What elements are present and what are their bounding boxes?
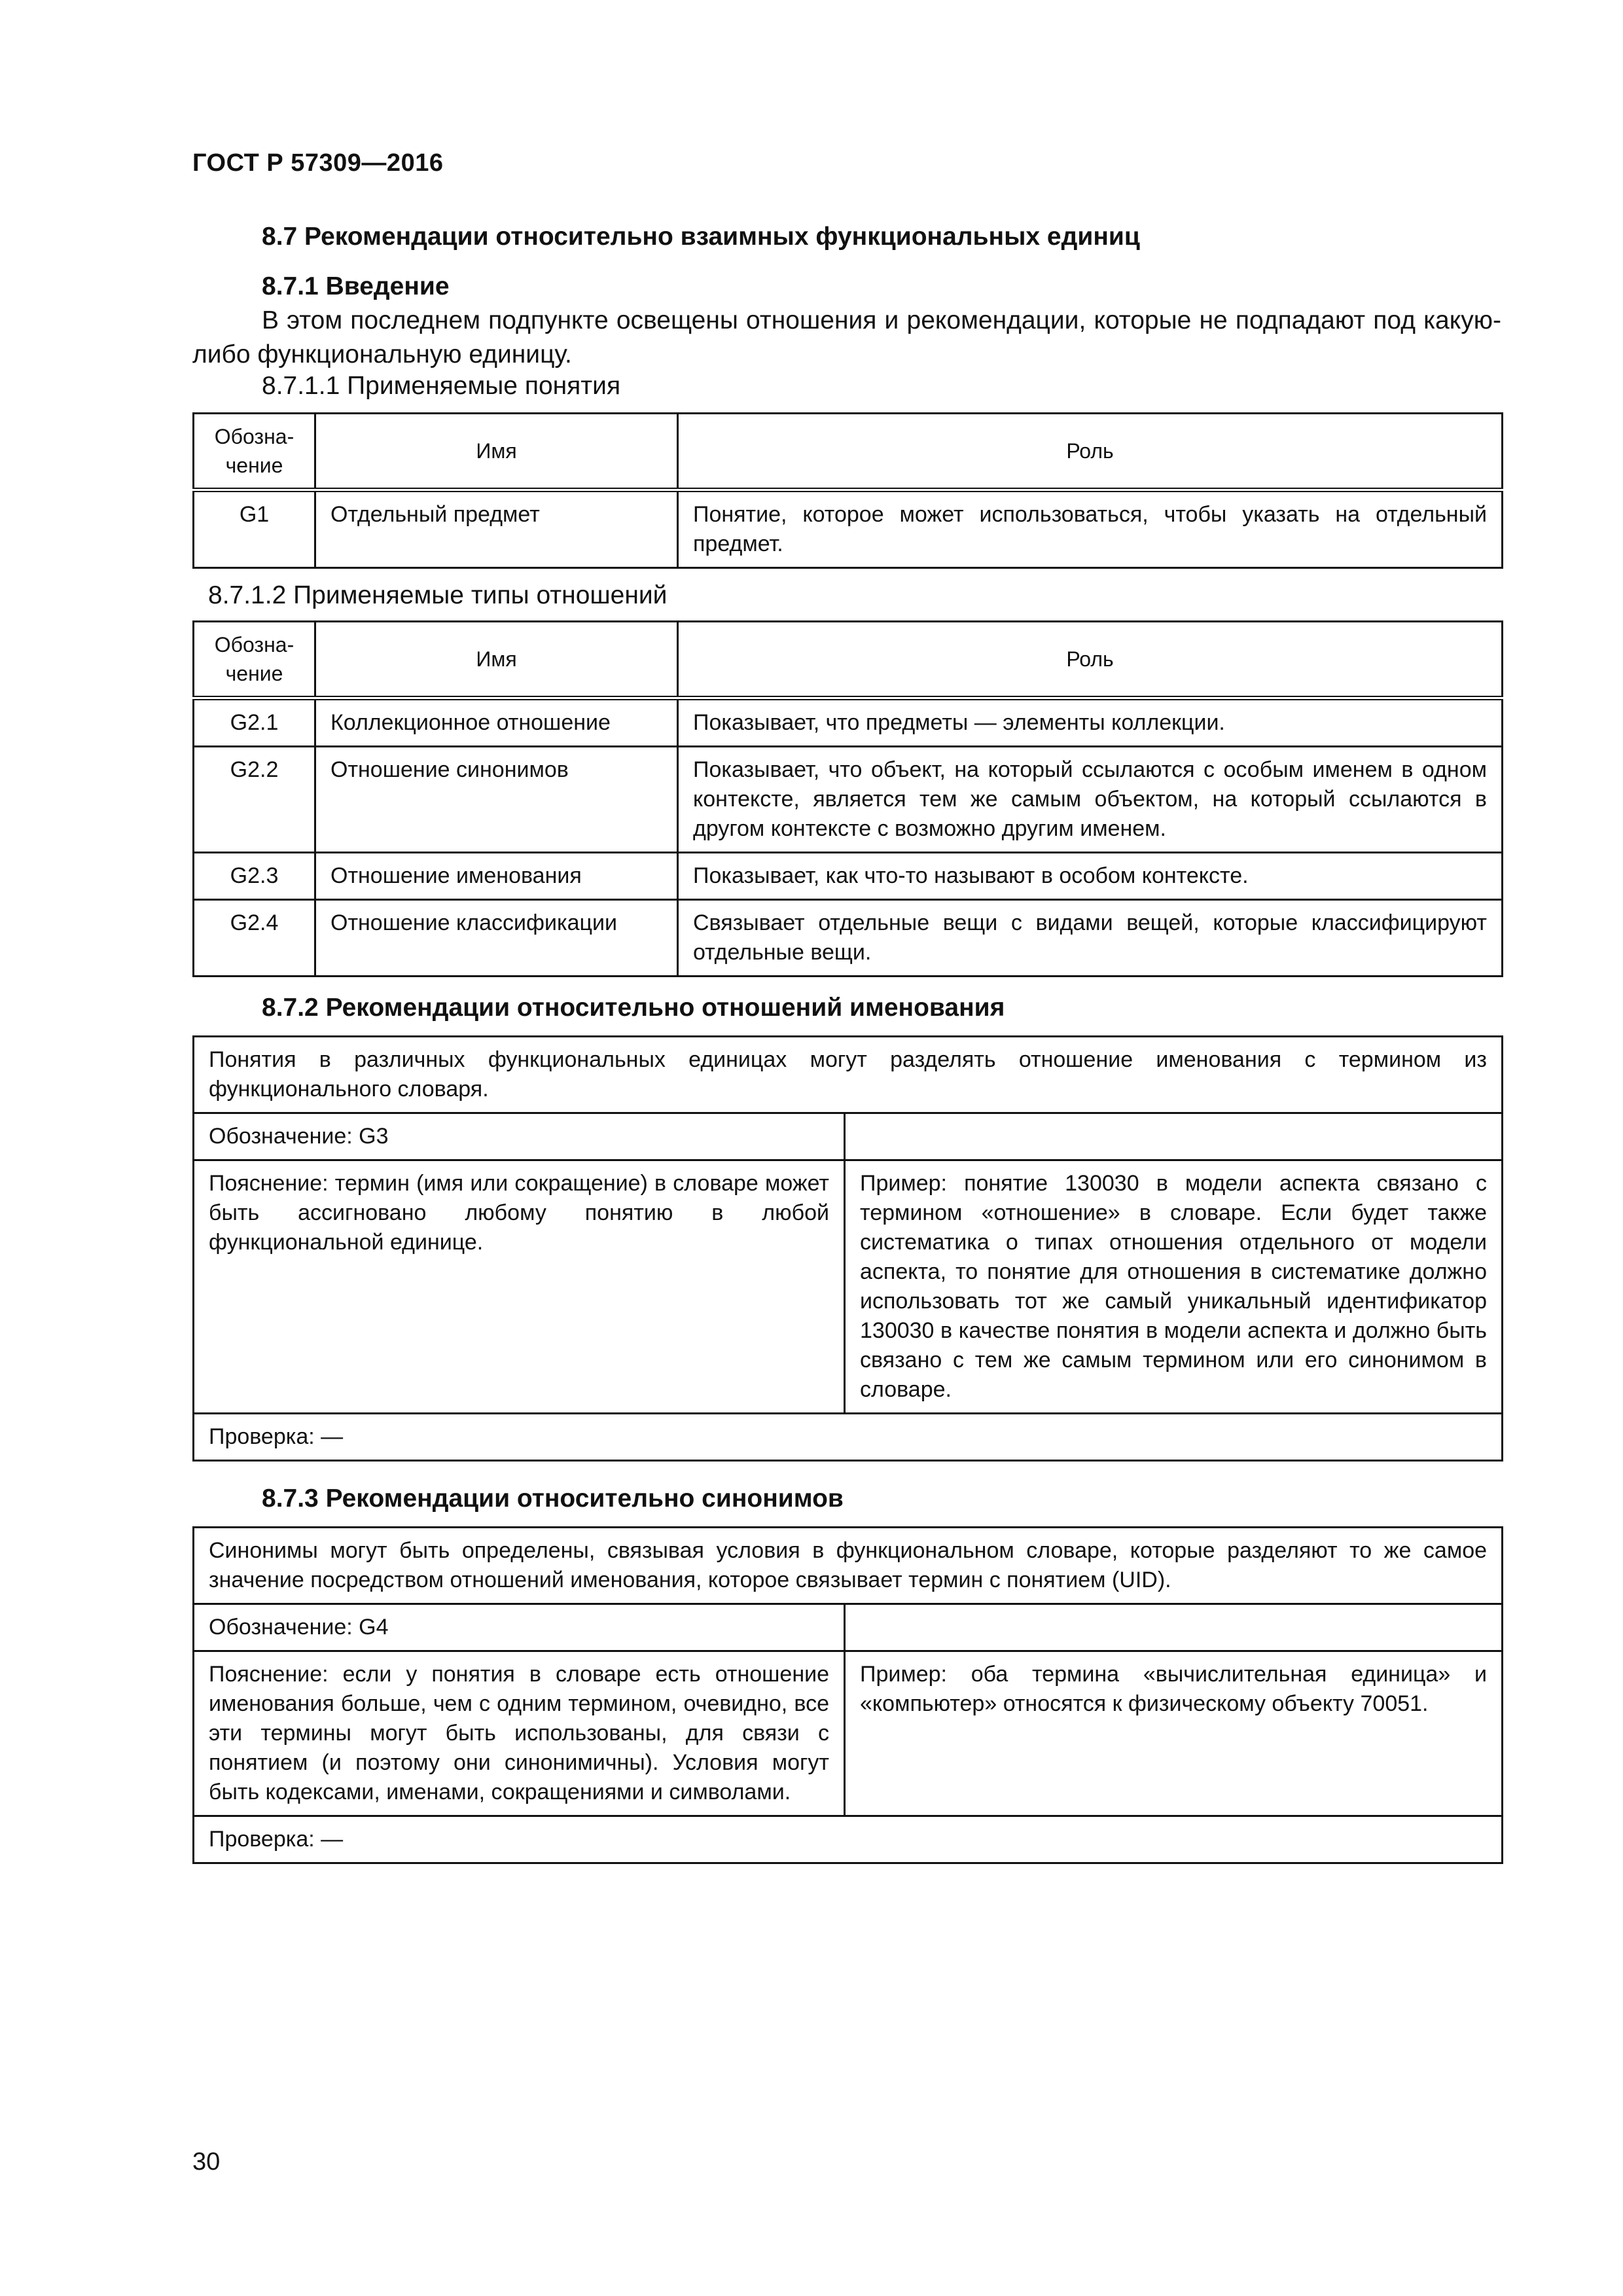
empty-cell [845, 1604, 1503, 1651]
row-name: Отношение именования [315, 853, 678, 900]
explanation-row [194, 1160, 1503, 1414]
row-code: G2.3 [194, 853, 315, 900]
statement-row [194, 1528, 1503, 1604]
row-name: Отношение синонимов [315, 747, 678, 853]
explanation-cell: Пояснение: если у понятия в словаре есть отношение именования больше, чем с одним термином, очевидно, все эти термины могут быть использованы, для связи с понятием (и поэтому они синонимичны). Условия могут быть кодексами, именами, сокращениями и символами. [194, 1651, 845, 1816]
row-code: G1 [194, 490, 315, 568]
section-8-7-2-title: 8.7.2 Рекомендации относительно отношений именования [262, 994, 1005, 1022]
check-row [194, 1414, 1503, 1461]
header-name: Имя [315, 622, 678, 698]
explanation-cell: Пояснение: термин (имя или сокращение) в словаре может быть ассигновано любому понятию в любой функциональной единице. [194, 1160, 845, 1414]
header-designation: Обозна- чение [194, 414, 315, 490]
intro-text: В этом последнем подпункте освещены отношения и рекомендации, которые не подпадают под какую-либо функциональную единицу. [192, 306, 1501, 368]
table-row [194, 747, 1503, 853]
page-number: 30 [192, 2148, 221, 2176]
designation-cell: Обозначение: G4 [194, 1604, 845, 1651]
table-row [194, 853, 1503, 900]
synonyms-recommendation-table [192, 1526, 1503, 1864]
designation-row [194, 1113, 1503, 1160]
section-8-7-title: 8.7 Рекомендации относительно взаимных функциональных единиц [262, 223, 1140, 251]
table-row [194, 900, 1503, 977]
explanation-row [194, 1651, 1503, 1816]
example-cell: Пример: понятие 130030 в модели аспекта связано с термином «отношение» в словаре. Если будет также систематика о типах отношения отдельного от модели аспекта, то понятие для отношения в систематике должно использовать тот же самый уникальный идентификатор 130030 в качестве понятия в модели аспекта и должно быть связано с тем же самым термином или его синонимом в словаре. [845, 1160, 1503, 1414]
row-code: G2.1 [194, 698, 315, 747]
naming-recommendation-table [192, 1035, 1503, 1462]
relations-table [192, 620, 1503, 977]
concepts-subtitle: 8.7.1.1 Применяемые понятия [262, 372, 621, 400]
table-row [194, 698, 1503, 747]
row-role: Показывает, что предметы — элементы коллекции. [678, 698, 1503, 747]
intro-paragraph [192, 304, 1501, 372]
table-header-row [194, 622, 1503, 698]
relations-subtitle: 8.7.1.2 Применяемые типы отношений [208, 581, 668, 609]
header-name: Имя [315, 414, 678, 490]
empty-cell [845, 1113, 1503, 1160]
section-8-7-1-title: 8.7.1 Введение [262, 272, 450, 300]
header-role: Роль [678, 414, 1503, 490]
row-role: Показывает, как что-то называют в особом контексте. [678, 853, 1503, 900]
document-code-header: ГОСТ Р 57309—2016 [192, 149, 444, 177]
row-code: G2.4 [194, 900, 315, 977]
row-role: Связывает отдельные вещи с видами вещей, которые классифицируют отдельные вещи. [678, 900, 1503, 977]
concepts-table [192, 412, 1503, 569]
section-8-7-3-title: 8.7.3 Рекомендации относительно синонимов [262, 1484, 844, 1513]
row-role: Показывает, что объект, на который ссылаются с особым именем в одном контексте, является тем же самым объектом, на который ссылаются в другом контексте с возможно другим именем. [678, 747, 1503, 853]
check-cell: Проверка: — [194, 1816, 1503, 1863]
designation-row [194, 1604, 1503, 1651]
header-designation: Обозна- чение [194, 622, 315, 698]
row-name: Коллекционное отношение [315, 698, 678, 747]
example-cell: Пример: оба термина «вычислительная единица» и «компьютер» относятся к физическому объекту 70051. [845, 1651, 1503, 1816]
statement-cell: Понятия в различных функциональных единицах могут разделять отношение именования с термином из функционального словаря. [194, 1037, 1503, 1113]
check-row [194, 1816, 1503, 1863]
row-name: Отдельный предмет [315, 490, 678, 568]
row-code: G2.2 [194, 747, 315, 853]
table-row [194, 490, 1503, 568]
table-header-row [194, 414, 1503, 490]
row-role: Понятие, которое может использоваться, чтобы указать на отдельный предмет. [678, 490, 1503, 568]
designation-cell: Обозначение: G3 [194, 1113, 845, 1160]
header-role: Роль [678, 622, 1503, 698]
check-cell: Проверка: — [194, 1414, 1503, 1461]
statement-cell: Синонимы могут быть определены, связывая условия в функциональном словаре, которые разделяют то же самое значение посредством отношений именования, которое связывает термин с понятием (UID). [194, 1528, 1503, 1604]
statement-row [194, 1037, 1503, 1113]
row-name: Отношение классификации [315, 900, 678, 977]
